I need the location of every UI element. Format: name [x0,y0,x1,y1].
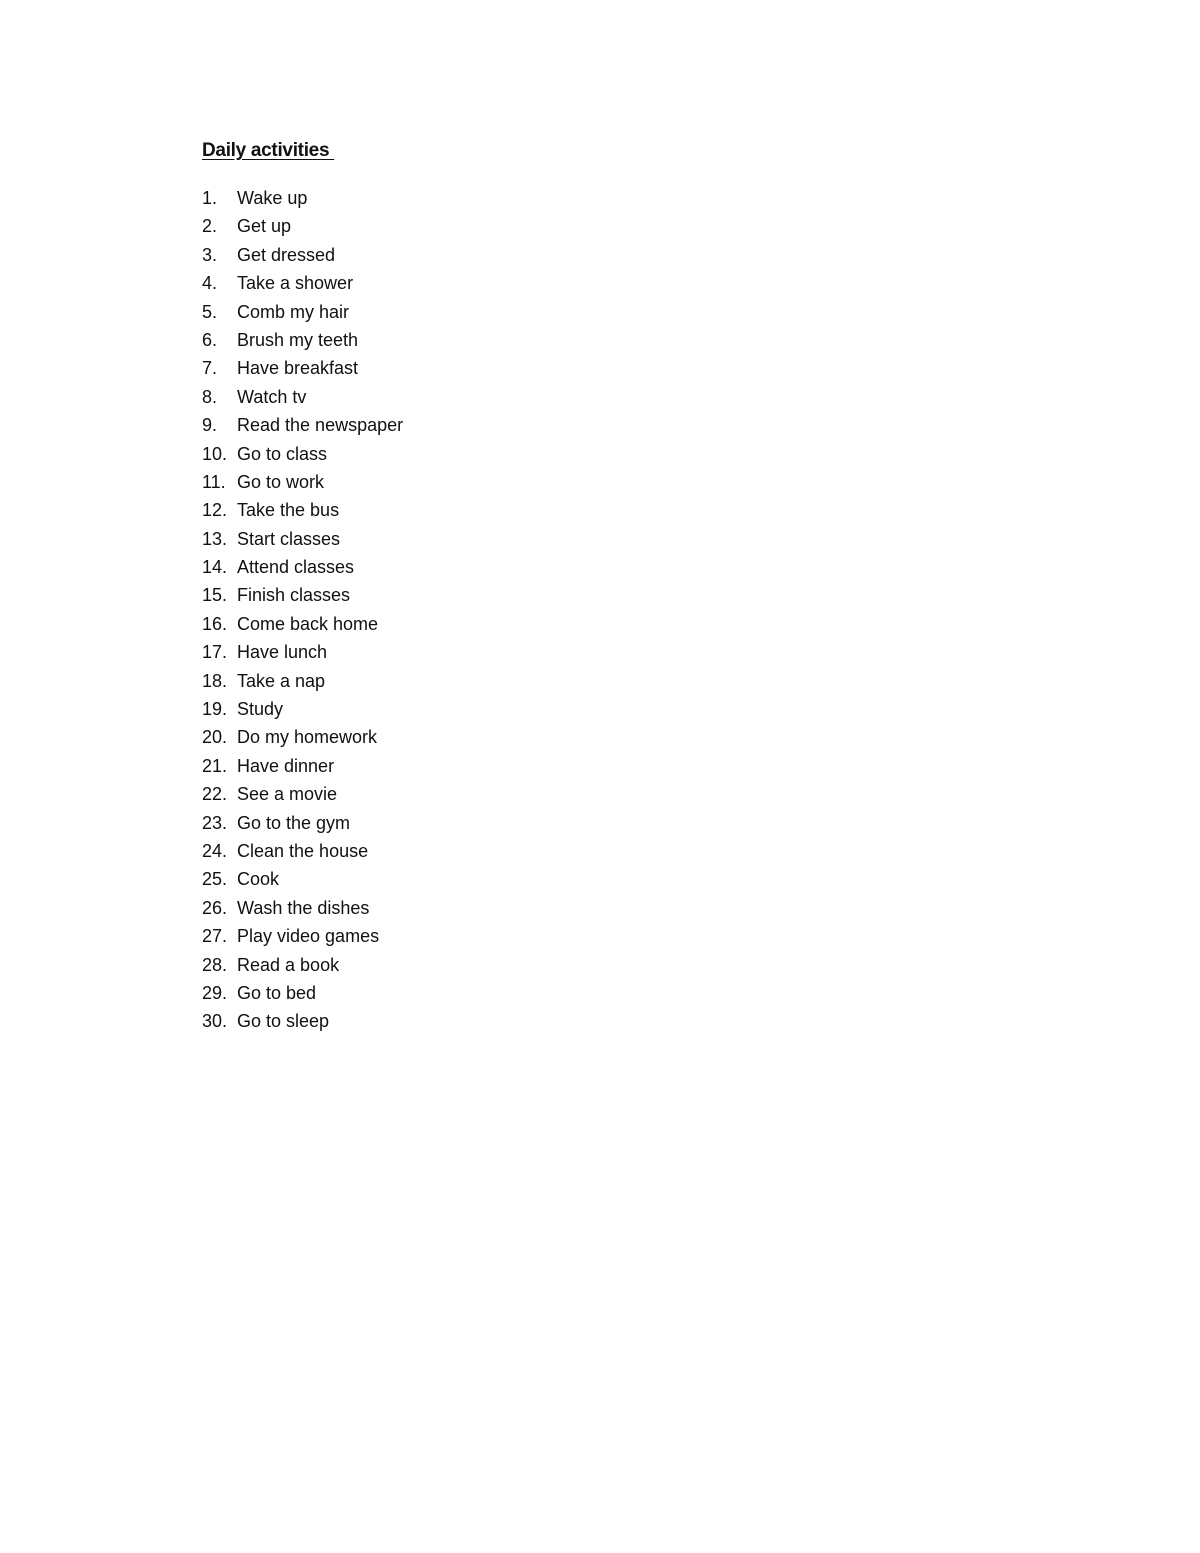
list-item-number: 14. [202,557,228,578]
list-item-text: Take a shower [237,273,354,294]
list-item-text: Comb my hair [237,301,350,322]
list-item-text: Brush my teeth [237,329,359,350]
list-item-text: Finish classes [237,585,351,606]
list-item [202,953,403,981]
list-item-number: 24. [202,840,228,861]
list-item-text: Go to work [237,471,325,492]
list-item-number: 4. [202,273,218,294]
list-item-text: Read the newspaper [237,415,404,436]
list-item [202,981,403,1009]
activity-list [202,186,403,1038]
list-item-text: Watch tv [237,386,307,407]
list-item [202,612,403,640]
list-item [202,498,403,526]
list-item [202,243,403,271]
list-item-number: 5. [202,301,218,322]
list-item-text: Clean the house [237,840,369,861]
list-item [202,924,403,952]
list-item [202,214,403,242]
list-item [202,470,403,498]
list-item-text: Get up [237,216,292,237]
list-item [202,725,403,753]
list-item-number: 19. [202,699,228,720]
list-item-number: 3. [202,244,218,265]
list-item-number: 17. [202,642,228,663]
list-item-number: 23. [202,812,228,833]
list-item-number: 26. [202,897,228,918]
list-item-number: 30. [202,1011,228,1032]
list-item [202,555,403,583]
list-item-number: 27. [202,926,228,947]
list-item-text: Get dressed [237,244,336,265]
list-item [202,527,403,555]
list-item-text: Wash the dishes [237,897,370,918]
list-item-number: 7. [202,358,218,379]
list-item [202,839,403,867]
list-item [202,640,403,668]
list-item-text: See a movie [237,784,338,805]
list-item [202,300,403,328]
list-item-text: Do my homework [237,727,378,748]
list-item-text: Have breakfast [237,358,359,379]
list-item-number: 28. [202,954,228,975]
list-item-text: Study [237,699,284,720]
list-item-text: Read a book [237,954,340,975]
list-item-text: Cook [237,869,280,890]
list-item-text: Go to class [237,443,328,464]
list-item-number: 12. [202,500,228,521]
list-item [202,754,403,782]
list-item-text: Wake up [237,188,308,208]
list-item-text: Play video games [237,926,380,947]
list-item-text: Go to the gym [237,812,351,833]
list-item-number: 11. [202,471,226,492]
list-item [202,867,403,895]
list-item [202,271,403,299]
list-item-number: 6. [202,329,218,350]
list-item-text: Start classes [237,528,341,549]
list-item-number: 8. [202,386,218,407]
list-item [202,669,403,697]
list-item [202,896,403,924]
list-item [202,442,403,470]
list-item-number: 22. [202,784,228,805]
page-title: Daily activities [202,140,335,161]
list-item-text: Take the bus [237,500,340,521]
list-item-number: 16. [202,613,228,634]
list-item-number: 18. [202,670,228,691]
list-item-number: 2. [202,216,218,237]
list-item-text: Go to sleep [237,1011,330,1032]
list-item [202,413,403,441]
list-item [202,186,403,214]
list-item-number: 25. [202,869,228,890]
list-item-text: Go to bed [237,982,317,1003]
list-item [202,583,403,611]
list-item [202,697,403,725]
list-item-number: 29. [202,982,228,1003]
list-item-number: 1. [202,188,218,208]
list-item-text: Have lunch [237,642,328,663]
list-item [202,1009,403,1037]
list-item-text: Come back home [237,613,379,634]
list-item-text: Take a nap [237,670,326,691]
list-item [202,782,403,810]
list-item [202,356,403,384]
list-item-number: 13. [202,528,228,549]
list-item-number: 21. [202,755,228,776]
list-item-number: 15. [202,585,228,606]
list-item-number: 9. [202,415,218,436]
list-item-number: 20. [202,727,228,748]
list-item [202,328,403,356]
list-item-text: Attend classes [237,557,355,578]
list-item [202,811,403,839]
list-item [202,385,403,413]
list-item-number: 10. [202,443,228,464]
list-item-text: Have dinner [237,755,335,776]
